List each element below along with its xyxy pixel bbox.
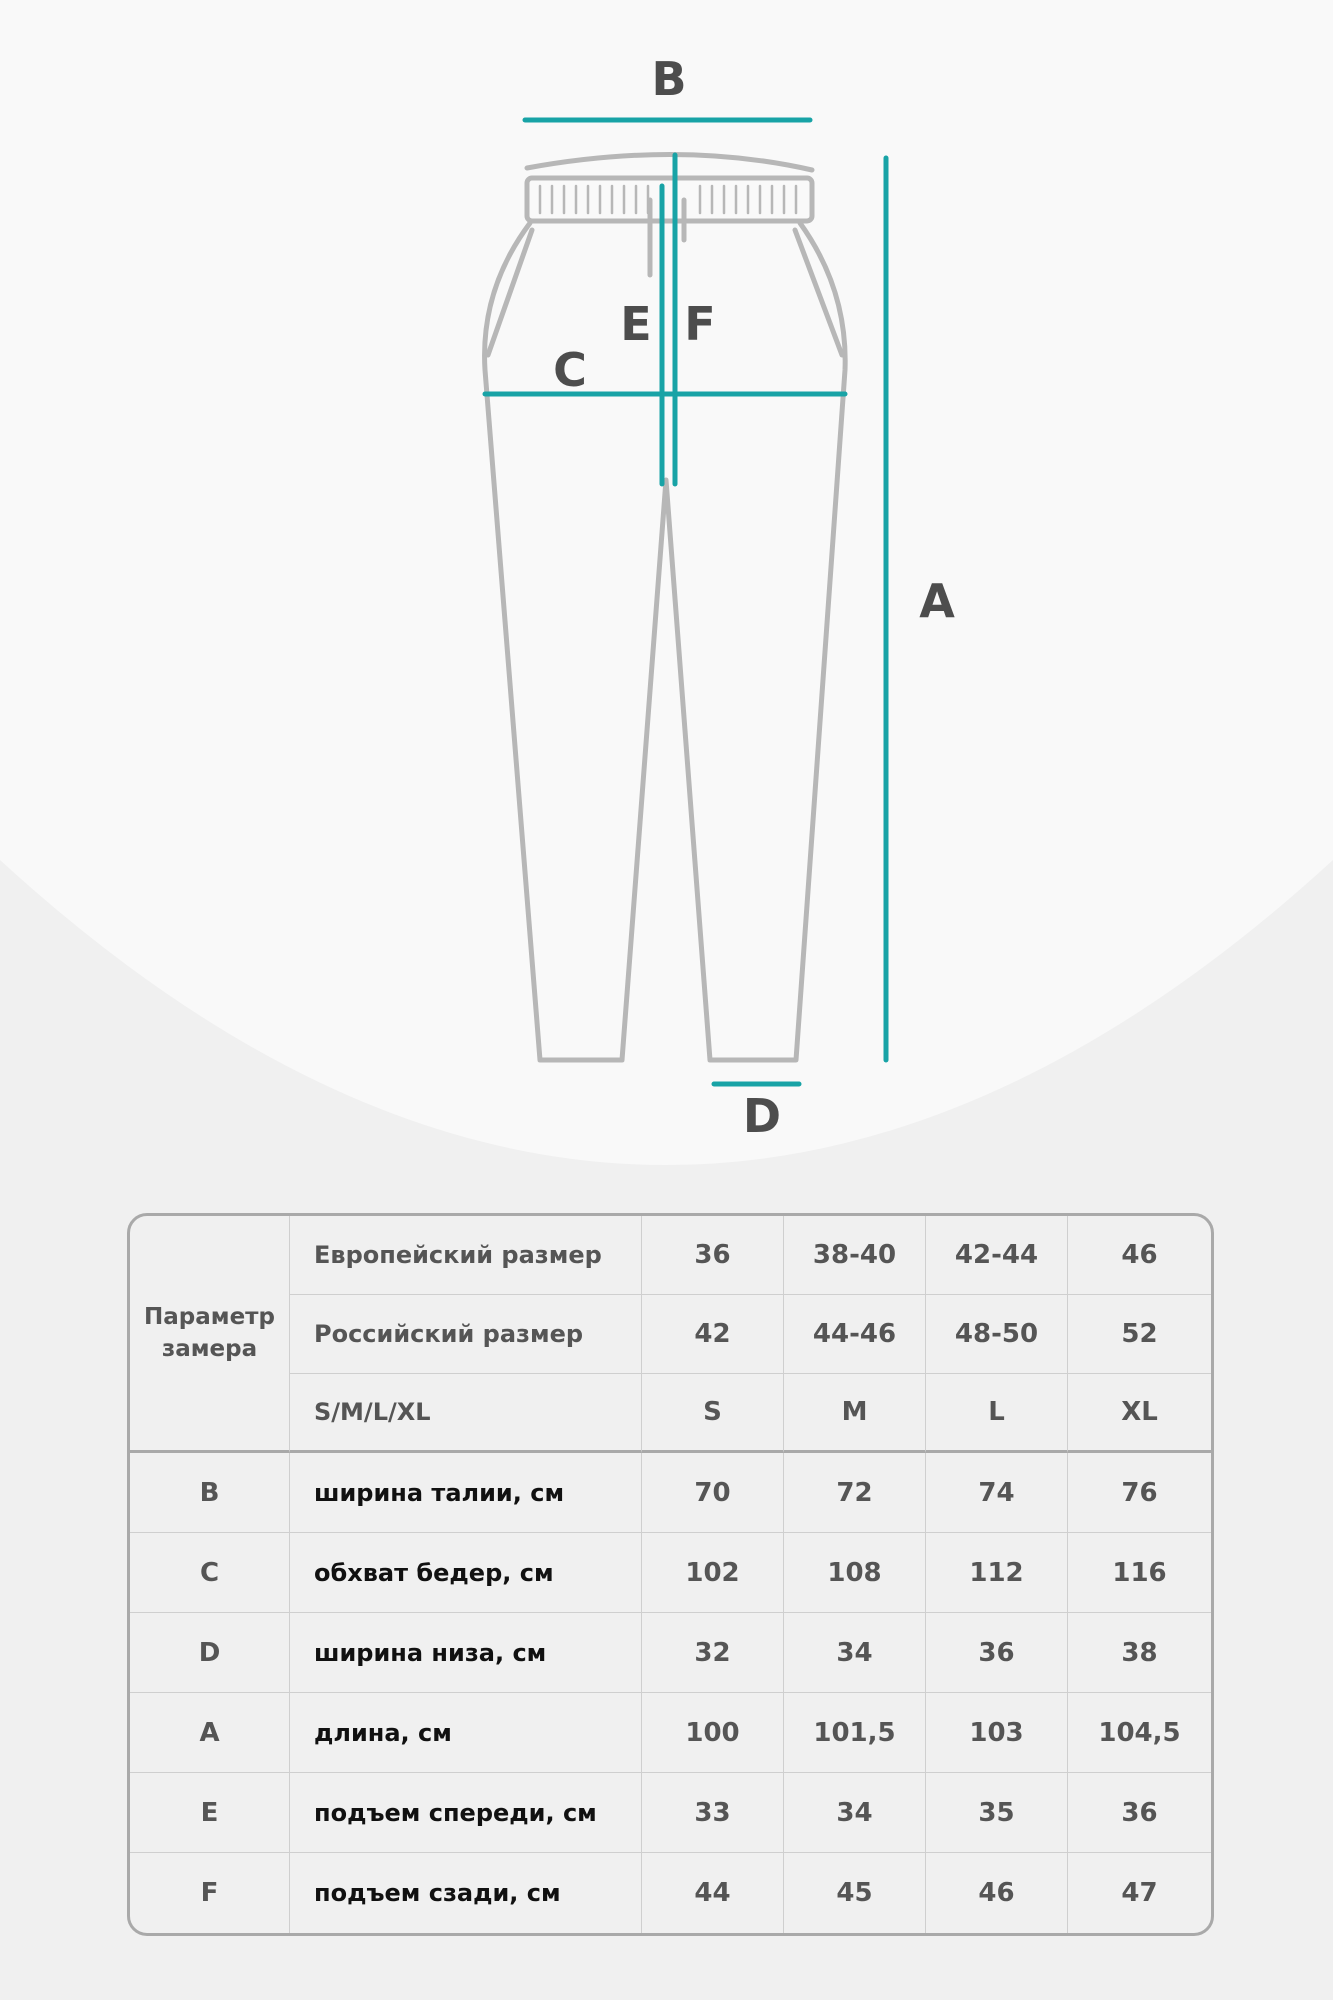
param-name: длина, см <box>290 1693 642 1773</box>
param-code: F <box>130 1853 290 1933</box>
value-cell: 44 <box>642 1853 784 1933</box>
value-cell: 74 <box>926 1453 1068 1533</box>
param-code: B <box>130 1453 290 1533</box>
table-row <box>130 1773 1211 1853</box>
param-name: ширина низа, см <box>290 1613 642 1693</box>
header-row-russian <box>130 1295 1211 1374</box>
value-cell: 45 <box>784 1853 926 1933</box>
value-cell: 72 <box>784 1453 926 1533</box>
value-cell: 32 <box>642 1613 784 1693</box>
param-name: обхват бедер, см <box>290 1533 642 1613</box>
value-cell: 101,5 <box>784 1693 926 1773</box>
value-cell: 35 <box>926 1773 1068 1853</box>
size-cell: 42-44 <box>926 1216 1068 1295</box>
size-table <box>127 1213 1214 1936</box>
value-cell: 100 <box>642 1693 784 1773</box>
header-name: Российский размер <box>290 1295 642 1374</box>
value-cell: 76 <box>1068 1453 1211 1533</box>
header-name: Европейский размер <box>290 1216 642 1295</box>
value-cell: 34 <box>784 1613 926 1693</box>
value-cell: 104,5 <box>1068 1693 1211 1773</box>
value-cell: 47 <box>1121 1878 1158 1908</box>
label-a: A <box>919 574 955 628</box>
header-row-european <box>130 1216 1211 1295</box>
param-code: C <box>130 1533 290 1613</box>
size-cell: 36 <box>642 1216 784 1295</box>
label-c: C <box>553 343 587 397</box>
size-cell: L <box>926 1374 1068 1453</box>
value-cell: 36 <box>926 1613 1068 1693</box>
table-row <box>130 1533 1211 1613</box>
table-row <box>130 1853 1211 1933</box>
value-cell: 36 <box>1068 1773 1211 1853</box>
size-cell: 44-46 <box>784 1295 926 1374</box>
header-name: S/M/L/XL <box>290 1374 642 1453</box>
value-cell: 70 <box>642 1453 784 1533</box>
param-name: подъем сзади, см <box>290 1853 642 1933</box>
table-row <box>130 1693 1211 1773</box>
value-cell: 108 <box>784 1533 926 1613</box>
value-cell: 112 <box>926 1533 1068 1613</box>
size-cell: S <box>642 1374 784 1453</box>
param-code: D <box>130 1613 290 1693</box>
size-cell: 42 <box>642 1295 784 1374</box>
header-row-letter <box>130 1374 1211 1453</box>
value-cell: 38 <box>1068 1613 1211 1693</box>
value-cell: 34 <box>784 1773 926 1853</box>
label-e: E <box>620 297 652 351</box>
size-cell: XL <box>1068 1374 1211 1453</box>
size-cell: M <box>784 1374 926 1453</box>
value-cell: 33 <box>642 1773 784 1853</box>
param-name: ширина талии, см <box>290 1453 642 1533</box>
size-cell: 52 <box>1068 1295 1211 1374</box>
label-d: D <box>742 1089 782 1143</box>
value-cell: 46 <box>926 1853 1068 1933</box>
table-row <box>130 1613 1211 1693</box>
size-cell: 46 <box>1068 1216 1211 1295</box>
param-code: E <box>130 1773 290 1853</box>
size-cell: 48-50 <box>926 1295 1068 1374</box>
label-f: F <box>684 297 716 351</box>
value-cell: 116 <box>1068 1533 1211 1613</box>
label-b: B <box>651 52 687 106</box>
size-cell: 38-40 <box>784 1216 926 1295</box>
param-code: A <box>130 1693 290 1773</box>
param-name: подъем спереди, см <box>290 1773 642 1853</box>
table-row <box>130 1453 1211 1533</box>
param-header: Параметр замера <box>130 1216 290 1453</box>
value-cell: 102 <box>642 1533 784 1613</box>
value-cell: 103 <box>926 1693 1068 1773</box>
